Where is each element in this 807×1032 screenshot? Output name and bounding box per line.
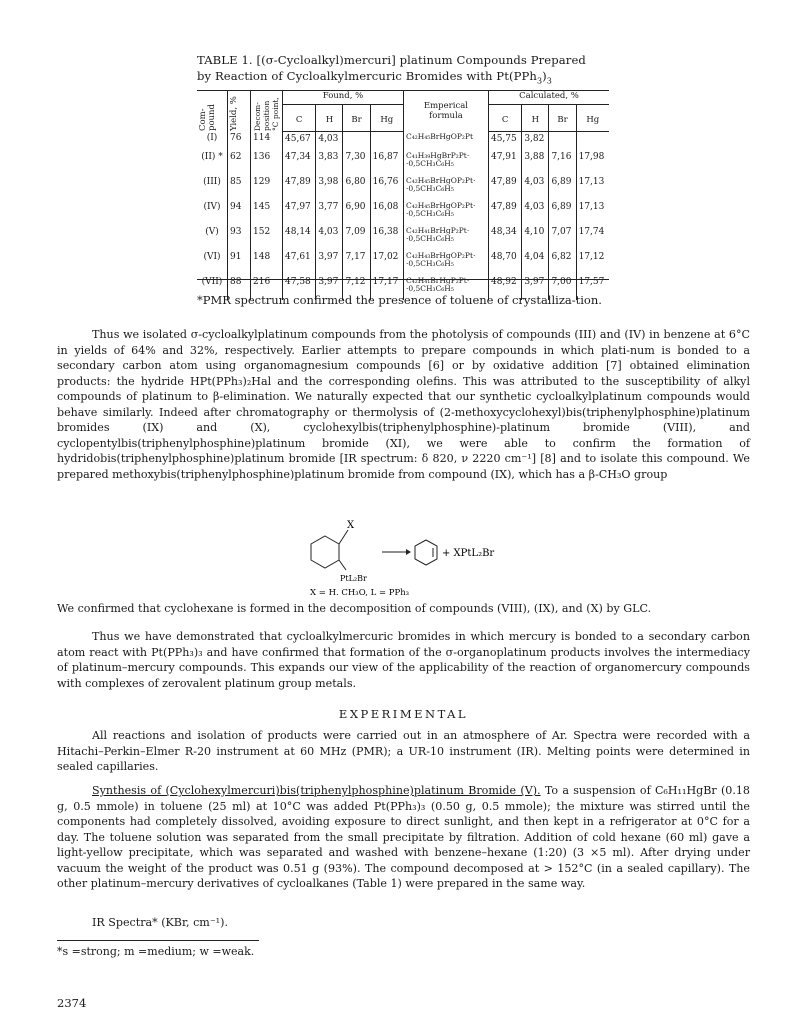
reaction-arrowhead [406, 549, 411, 555]
table-cell-yield: 85 [228, 175, 251, 200]
table-cell-compound: (I) [206, 133, 218, 143]
table-cell-formula: C₄₂H₄₅BrHgOP₂Pt· ·0,5CH₃C₆H₅ [403, 175, 488, 200]
table-cell-dec: 216 [251, 275, 283, 300]
header-calc-h: H [522, 104, 549, 131]
table-cell-chg: 17,13 [576, 200, 609, 225]
page-number: 2374 [57, 996, 87, 1010]
table-cell-ch: 4,03 [522, 200, 549, 225]
table-cell-fhg: 16,38 [370, 225, 403, 250]
table-cell-fbr: 6,80 [343, 175, 370, 200]
table-row [197, 250, 609, 275]
table-cell-chg: 17,74 [576, 225, 609, 250]
scheme-product-label: + XPtL₂Br [442, 548, 495, 559]
table-body [197, 131, 609, 300]
scheme-x-label: X [347, 520, 355, 531]
table-cell-chg: 17,12 [576, 250, 609, 275]
synthesis-title: Synthesis of (Cyclohexylmercuri)bis(triphenylphosphine)platinum Bromide (V). [92, 784, 541, 797]
table-cell-ch: 4,04 [522, 250, 549, 275]
table-cell-cc: 48,34 [488, 225, 521, 250]
table-cell-fc: 47,61 [283, 250, 316, 275]
table-cell-fbr: 7,12 [343, 275, 370, 300]
reaction-scheme [290, 518, 550, 598]
header-found: Found, % [283, 91, 404, 105]
cyclohexene-ring [415, 540, 437, 565]
table-cell-yield: 88 [228, 275, 251, 300]
table-cell-cbr: 6,89 [549, 175, 576, 200]
table-cell-fc: 45,67 [283, 131, 316, 150]
header-yield: Yield, % [228, 91, 251, 132]
table-cell-dec: 129 [251, 175, 283, 200]
header-calc-hg: Hg [576, 104, 609, 131]
cyclohexane-ring [311, 536, 339, 568]
table-cell-fh: 3,97 [316, 275, 343, 300]
header-found-br: Br [343, 104, 370, 131]
table-cell-fh: 3,77 [316, 200, 343, 225]
table-cell-cc: 47,89 [488, 200, 521, 225]
table-cell-formula: C₄₂H₄₁BrHgP₂Pt· ·0,5CH₃C₆H₅ [403, 275, 488, 300]
ir-spectra-line: IR Spectra* (KBr, cm⁻¹). [92, 916, 228, 929]
table-cell-fhg: 16,76 [370, 175, 403, 200]
table-bottom-rule [197, 279, 609, 280]
bond-pt [339, 560, 346, 570]
header-found-hg: Hg [370, 104, 403, 131]
table-cell-fh: 3,98 [316, 175, 343, 200]
table-row [197, 150, 609, 175]
table-cell-fc: 47,34 [283, 150, 316, 175]
paragraph-2: We confirmed that cyclohexane is formed in the decomposition of compounds (VIII), (IX), and (X) by GLC. [57, 602, 652, 615]
compounds-table [197, 90, 609, 300]
table-cell-fh: 4,03 [316, 131, 343, 150]
table-cell-fh: 3,97 [316, 250, 343, 275]
header-formula: Emperical formula [403, 91, 488, 132]
scheme-reagent-label: PtL₂Br [340, 574, 367, 583]
table-cell-cbr: 6,89 [549, 200, 576, 225]
paragraph-1: Thus we isolated σ-cycloalkylplatinum compounds from the photolysis of compounds (III) and (IV) in benzene at 6°C in yields of 64% and 32%, respectively. Earlier attempts to prepare compounds in which plati-num is bonded to a secondary carbon atom using organomagnesium compounds [6] or by oxidative addition [7] obtained elimination products: the hydride HPt(PPh₃)₂Hal and the corresponding olefins. This was attributed to the susceptibility of alkyl compounds of platinum to β-elimination. We naturally expected that our synthetic cycloalkylplatinum compounds would behave similarly. Indeed after chromatography or thermolysis of (2-methoxycyclohexyl)bis(triphenylphosphine)platinum bromides (IX) and (X), cyclohexylbis(triphenylphosphine)-platinum bromide (VIII), and cyclopentylbis(triphenylphosphine)platinum bromide (XI), we were able to confirm the formation of hydridobis(triphenylphosphine)platinum bromide [IR spectrum: δ 820, ν 2220 cm⁻¹] [8] and to isolate this compound. We prepared methoxybis(triphenylphosphine)platinum bromide from compound (IX), which has a β-CH₃O group [57, 328, 750, 481]
table-footnote: *PMR spectrum confirmed the presence of toluene of crystalliza-tion. [197, 293, 602, 307]
table-cell-cc: 47,91 [488, 150, 521, 175]
footnote-rule [57, 940, 259, 941]
table-cell-formula: C₄₂H₄₃BrHgOP₂Pt· ·0,5CH₃C₆H₅ [403, 250, 488, 275]
table-cell-fbr: 7,17 [343, 250, 370, 275]
table-cell-yield: 94 [228, 200, 251, 225]
table-cell-fhg: 16,87 [370, 150, 403, 175]
synthesis-paragraph [57, 783, 750, 892]
header-compound: Com-pound [197, 91, 228, 132]
table-cell-fh: 3,83 [316, 150, 343, 175]
header-calculated: Calculated, % [488, 91, 609, 105]
table-cell-formula: C₄₂H₄₅BrHgOP₂Pt [403, 131, 488, 150]
table-cell-fc: 47,89 [283, 175, 316, 200]
table-cell-yield: 62 [228, 150, 251, 175]
table-cell-cbr: 7,16 [549, 150, 576, 175]
table-cell-fbr [343, 131, 370, 150]
table-cell-fc: 47,58 [283, 275, 316, 300]
table-cell-compound: (IV) [203, 201, 221, 212]
table-row [197, 225, 609, 250]
table-row [197, 131, 609, 150]
table-cell-fbr: 6,90 [343, 200, 370, 225]
table-cell-cbr: 7,00 [549, 275, 576, 300]
table-cell-dec: 148 [251, 250, 283, 275]
paragraph-3: Thus we have demonstrated that cycloalkylmercuric bromides in which mercury is bonded to a secondary carbon atom react with Pt(PPh₃)₃ and have confirmed that formation of the σ-organoplatinum products involves the intermediacy of platinum–mercury compounds. This expands our view of the applicability of the reaction of organomercury compounds with complexes of zerovalent platinum group metals. [57, 630, 750, 690]
table-cell-fhg: 17,02 [370, 250, 403, 275]
bond-x [339, 530, 348, 544]
table-cell-chg: 17,98 [576, 150, 609, 175]
table-cell-ch: 4,03 [522, 175, 549, 200]
table-caption [197, 52, 637, 89]
table-cell-yield: 91 [228, 250, 251, 275]
table-cell-ch: 4,10 [522, 225, 549, 250]
table-cell-cbr: 6,82 [549, 250, 576, 275]
table-cell-ch: 3,88 [522, 150, 549, 175]
table-cell-fhg [370, 131, 403, 150]
table-cell-cc: 48,70 [488, 250, 521, 275]
table-cell-compound: (VII) [201, 276, 223, 287]
table-row [197, 175, 609, 200]
table-cell-compound: (III) [203, 176, 221, 187]
table-cell-fc: 47,97 [283, 200, 316, 225]
table-cell-chg [576, 131, 609, 150]
table-cell-fhg: 16,08 [370, 200, 403, 225]
experimental-heading: EXPERIMENTAL [338, 707, 469, 721]
table-caption-line1: TABLE 1. [(σ-Cycloalkyl)mercuri] platinum Compounds Prepared [197, 53, 586, 67]
table-cell-cbr: 7,07 [549, 225, 576, 250]
table-cell-compound: (VI) [203, 251, 221, 262]
table-cell-yield: 93 [228, 225, 251, 250]
table-cell-cc: 47,89 [488, 175, 521, 200]
paragraph-4: All reactions and isolation of products were carried out in an atmosphere of Ar. Spectra were recorded with a Hitachi–Perkin–Elmer R-20 instrument at 60 MHz (PMR); a UR-10 instrument (IR). Melting points were determined in sealed capillaries. [57, 729, 750, 773]
table-cell-fbr: 7,09 [343, 225, 370, 250]
table-cell-chg: 17,57 [576, 275, 609, 300]
table-cell-fhg: 17,17 [370, 275, 403, 300]
table-cell-compound: (II) * [201, 151, 223, 162]
table-cell-yield: 76 [228, 131, 251, 150]
header-found-h: H [316, 104, 343, 131]
synthesis-body: To a suspension of C₆H₁₁HgBr (0.18 g, 0.5 mmole) in toluene (25 ml) at 10°C was added Pt(PPh₃)₃ (0.50 g, 0.5 mmole); the mixture was stirred until the components had completely dissolved, avoiding exposure to direct sunlight, and then kept in a refrigerator at 0°C for a day. The toluene solution was separated from the small precipitate by filtration. Addition of cold hexane (60 ml) gave a light-yellow precipitate, which was separated and washed with benzene–hexane (1:20) (3 ×5 ml). After drying under vacuum the weight of the product was 0.51 g (93%). The compound decomposed at > 152°C (in a sealed capillary). The other platinum–mercury derivatives of cycloalkanes (Table 1) were prepared in the same way. [57, 784, 750, 890]
table-cell-dec: 136 [251, 150, 283, 175]
table-cell-chg: 17,13 [576, 175, 609, 200]
table-cell-dec: 114 [251, 131, 283, 150]
table-header-row-1 [197, 91, 609, 105]
table-cell-fh: 4,03 [316, 225, 343, 250]
header-calc-c: C [488, 104, 521, 131]
scheme-note: X = H. CH₃O, L = PPh₃ [310, 588, 410, 598]
table-cell-fc: 48,14 [283, 225, 316, 250]
header-decomposition: Decom-position °C point, [251, 91, 283, 132]
table-cell-formula: C₄₂H₄₁BrHgP₂Pt· ·0,5CH₃C₆H₅ [403, 225, 488, 250]
table-cell-dec: 145 [251, 200, 283, 225]
table-cell-cc: 48,92 [488, 275, 521, 300]
footnote-text: *s =strong; m =medium; w =weak. [57, 945, 255, 958]
table-cell-ch: 3,82 [522, 131, 549, 150]
table-caption-line2: by Reaction of Cycloalkylmercuric Bromides with $Pt(PPh_3)_3$ [197, 69, 552, 86]
table-cell-formula: C₄₂H₄₅BrHgOP₂Pt· ·0,5CH₃C₆H₅ [403, 200, 488, 225]
table-cell-formula: C₄₁H₃₉HgBrP₂Pt· ·0,5CH₃C₆H₅ [403, 150, 488, 175]
table-row [197, 200, 609, 225]
header-calc-br: Br [549, 104, 576, 131]
table-cell-fbr: 7,30 [343, 150, 370, 175]
table-cell-compound: (V) [205, 226, 219, 237]
table-cell-cc: 45,75 [488, 131, 521, 150]
table-cell-ch: 3,97 [522, 275, 549, 300]
table-cell-cbr [549, 131, 576, 150]
table-cell-dec: 152 [251, 225, 283, 250]
header-found-c: C [283, 104, 316, 131]
